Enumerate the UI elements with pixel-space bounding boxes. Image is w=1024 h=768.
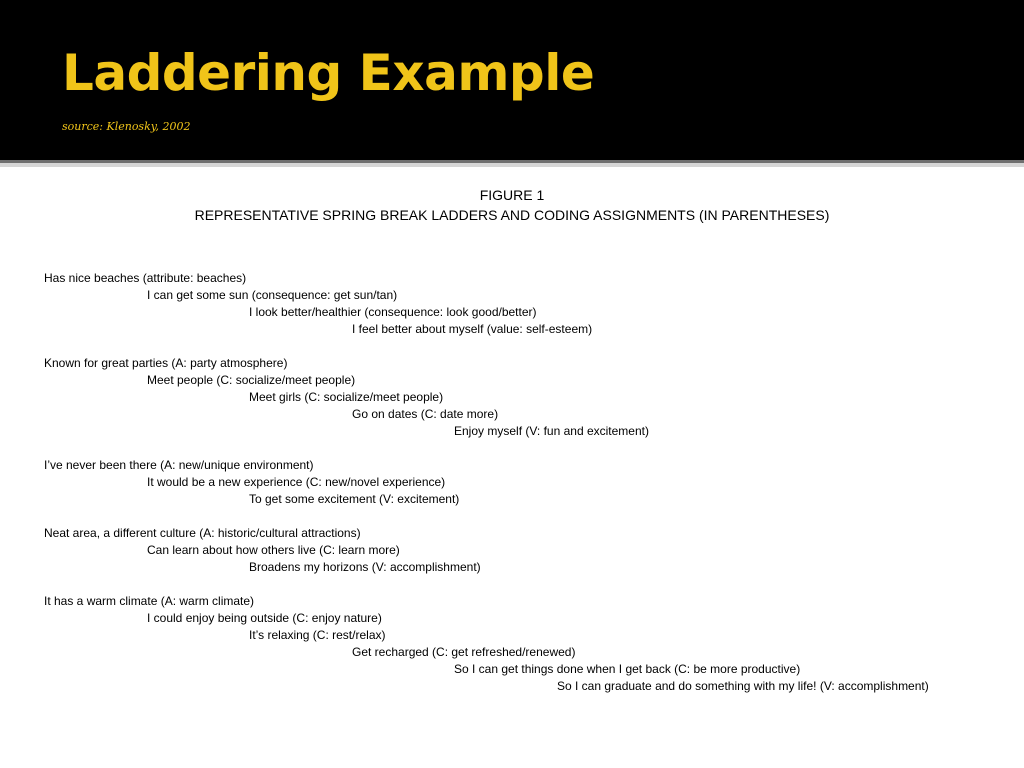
ladder-rung: Get recharged (C: get refreshed/renewed) bbox=[352, 645, 576, 659]
ladder-warm-climate bbox=[44, 593, 1004, 695]
slide-source: source: Klenosky, 2002 bbox=[62, 120, 191, 133]
ladder-rung: Known for great parties (A: party atmosphere) bbox=[44, 356, 288, 370]
ladder-rung: So I can graduate and do something with my life! (V: accomplishment) bbox=[557, 679, 929, 693]
ladder-rung: Go on dates (C: date more) bbox=[352, 407, 499, 421]
figure-caption: REPRESENTATIVE SPRING BREAK LADDERS AND CODING ASSIGNMENTS (IN PARENTHESES) bbox=[194, 207, 830, 223]
ladder-rung: Enjoy myself (V: fun and excitement) bbox=[454, 424, 649, 438]
ladder-rung: To get some excitement (V: excitement) bbox=[249, 492, 460, 506]
ladder-rung: I can get some sun (consequence: get sun/tan) bbox=[147, 288, 398, 302]
ladder-rung: Has nice beaches (attribute: beaches) bbox=[44, 271, 247, 285]
ladder-parties bbox=[44, 355, 1004, 440]
ladder-rung: So I can get things done when I get back (C: be more productive) bbox=[454, 662, 801, 676]
ladder-rung: Broadens my horizons (V: accomplishment) bbox=[249, 560, 481, 574]
ladder-rung: It would be a new experience (C: new/novel experience) bbox=[147, 475, 446, 489]
header-divider-shadow bbox=[0, 163, 1024, 167]
ladder-rung: I could enjoy being outside (C: enjoy nature) bbox=[147, 611, 382, 625]
ladder-rung: Neat area, a different culture (A: historic/cultural attractions) bbox=[44, 526, 361, 540]
ladder-new-environment bbox=[44, 457, 1004, 508]
title-banner bbox=[0, 0, 1024, 160]
ladder-rung: I feel better about myself (value: self-esteem) bbox=[352, 322, 593, 336]
ladder-rung: It’s relaxing (C: rest/relax) bbox=[249, 628, 386, 642]
ladder-rung: I’ve never been there (A: new/unique environment) bbox=[44, 458, 314, 472]
ladder-rung: Meet girls (C: socialize/meet people) bbox=[249, 390, 444, 404]
ladder-list bbox=[44, 270, 1004, 712]
ladder-beaches bbox=[44, 270, 1004, 338]
ladder-rung: Meet people (C: socialize/meet people) bbox=[147, 373, 356, 387]
slide-title: Laddering Example bbox=[62, 44, 595, 102]
ladder-rung: Can learn about how others live (C: learn more) bbox=[147, 543, 400, 557]
ladder-rung: It has a warm climate (A: warm climate) bbox=[44, 594, 255, 608]
ladder-rung: I look better/healthier (consequence: look good/better) bbox=[249, 305, 537, 319]
ladder-culture bbox=[44, 525, 1004, 576]
figure-label: FIGURE 1 bbox=[479, 187, 545, 203]
